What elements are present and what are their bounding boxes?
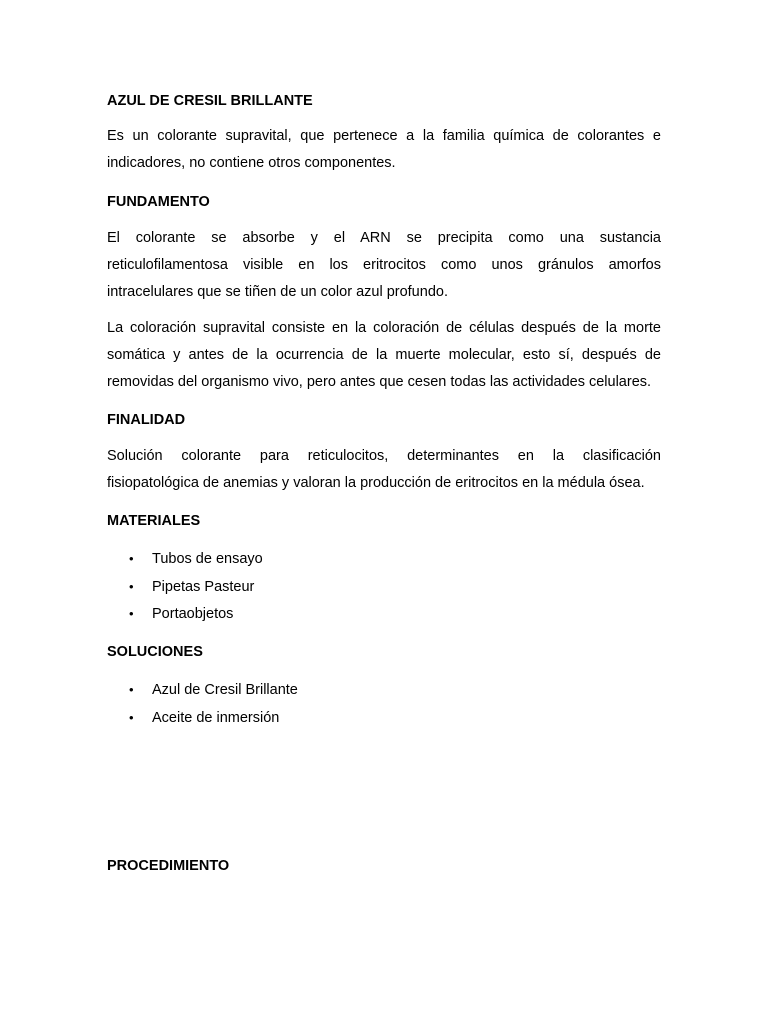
list-item [107,605,263,633]
materiales-item-label: Tubos de ensayo [152,551,263,567]
materiales-item-label: Pipetas Pasteur [152,578,255,595]
bullet-icon: • [129,682,134,697]
bullet-icon: • [129,551,134,566]
fundamento-p1-line-3: intracelulares que se tiñen de un color azul profundo. [107,284,448,300]
materiales-item-label: Portaobjetos [152,606,234,622]
materiales-list [107,550,263,633]
soluciones-item-label: Azul de Cresil Brillante [152,682,298,698]
materiales-heading: MATERIALES [107,513,201,529]
finalidad-heading: FINALIDAD [107,412,186,428]
fundamento-p1-line-1: El colorante se absorbe y el ARN se precipita como una sustancia [107,230,661,246]
fundamento-p1-line-2: reticulofilamentosa visible en los eritrocitos como unos gránulos amorfos [107,257,661,273]
finalidad-paragraph [107,443,661,497]
soluciones-item-label: Aceite de inmersión [152,709,280,726]
fundamento-heading: FUNDAMENTO [107,194,210,210]
fundamento-p2-line-2: somática y antes de la ocurrencia de la muerte molecular, esto sí, después de [107,347,661,363]
list-item [107,681,298,709]
fundamento-paragraph-2 [107,315,661,396]
fundamento-paragraph-1 [107,225,661,306]
soluciones-heading: SOLUCIONES [107,644,203,660]
intro-paragraph [107,123,661,177]
intro-line-1: Es un colorante supravital, que pertenece a la familia química de colorantes e [107,128,661,144]
soluciones-list [107,681,298,736]
document-title: AZUL DE CRESIL BRILLANTE [107,93,313,109]
list-item [107,709,298,737]
intro-line-2: indicadores, no contiene otros componentes. [107,155,396,171]
bullet-icon: • [129,578,134,594]
bullet-icon: • [129,709,134,725]
list-item [107,578,263,606]
list-item [107,550,263,578]
fundamento-p2-line-1: La coloración supravital consiste en la coloración de células después de la morte [107,320,661,336]
finalidad-line-2: fisiopatológica de anemias y valoran la producción de eritrocitos en la médula ósea. [107,475,645,491]
fundamento-p2-line-3: removidas del organismo vivo, pero antes que cesen todas las actividades celulares. [107,374,652,390]
procedimiento-heading: PROCEDIMIENTO [107,858,230,874]
finalidad-line-1: Solución colorante para reticulocitos, determinantes en la clasificación [107,448,661,464]
bullet-icon: • [129,606,134,621]
